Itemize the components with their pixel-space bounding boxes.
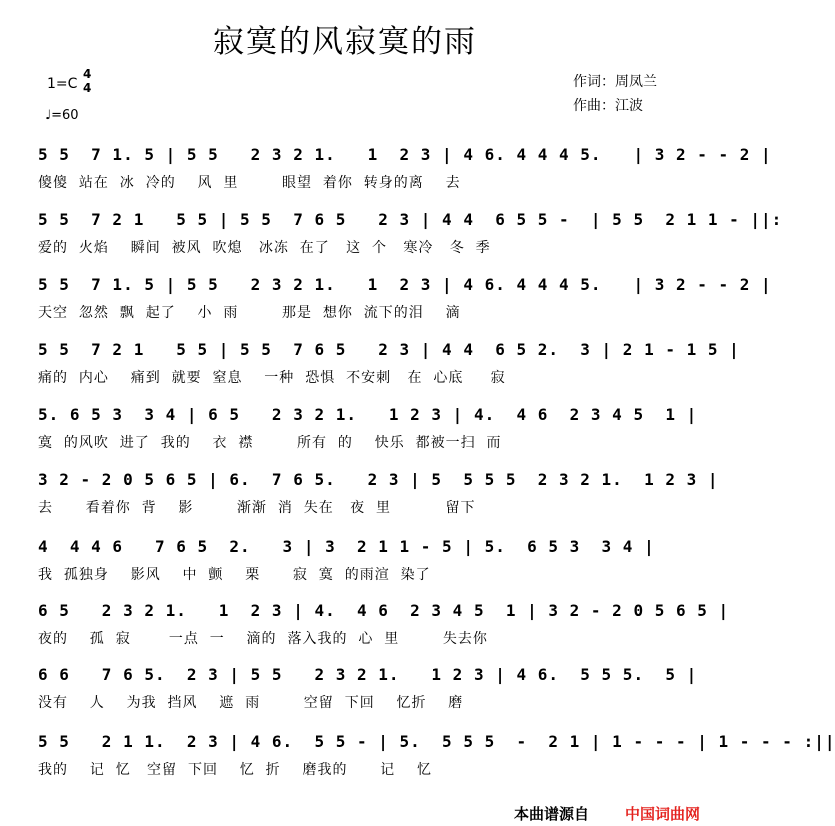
time-signature-bottom: 4 [83,81,92,95]
score-line [38,732,835,792]
lyric-line: 天空 忽然 飘 起了 小 雨 那是 想你 流下的泪 滴 [38,305,461,321]
lyric-line: 我 孤独身 影风 中 颤 栗 寂 寞 的雨渲 染了 [38,567,431,583]
notation-line: 5 5 7 2 1 5 5 | 5 5 7 6 5 2 3 | 4 4 6 5 5 - | 5 5 2 1 1 - ||: [38,210,783,229]
lyric-line: 爱的 火焰 瞬间 被风 吹熄 冰冻 在了 这 个 寒冷 冬 季 [38,240,491,256]
lyric-line: 夜的 孤 寂 一点 一 滴的 落入我的 心 里 失去你 [38,631,488,647]
notation-line: 4 4 4 6 7 6 5 2. 3 | 3 2 1 1 - 5 | 5. 6 5 3 3 4 | [38,537,655,556]
song-title: 寂寞的风寂寞的雨 [213,24,477,60]
score-line [38,145,772,205]
score-line [38,665,698,725]
time-signature-top: 4 [83,67,92,81]
notation-line: 6 6 7 6 5. 2 3 | 5 5 2 3 2 1. 1 2 3 | 4 6. 5 5 5. 5 | [38,665,698,684]
key-signature: 1=C [47,76,78,92]
credits [573,70,657,118]
source-label: 本曲谱源自 [514,805,590,823]
lyric-line: 寞 的风吹 进了 我的 衣 襟 所有 的 快乐 都被一扫 而 [38,435,502,451]
score-line [38,275,772,335]
score-line [38,537,688,597]
notation-line: 3 2 - 2 0 5 6 5 | 6. 7 6 5. 2 3 | 5 5 5 5 2 3 2 1. 1 2 3 | [38,470,719,489]
score-line [38,340,740,400]
composer-credit: 作曲：江波 [573,98,643,114]
score-line [38,470,719,530]
lyric-line: 痛的 内心 痛到 就要 窒息 一种 恐惧 不安刺 在 心底 寂 [38,370,506,386]
time-signature [83,67,91,95]
score-line [38,601,730,661]
tempo-marking: ♩=60 [45,108,79,123]
site-name[interactable]: 中国词曲网 [625,805,701,823]
notation-line: 5 5 7 2 1 5 5 | 5 5 7 6 5 2 3 | 4 4 6 5 2. 3 | 2 1 - 1 5 | [38,340,740,359]
lyric-line: 去 看着你 背 影 渐渐 消 失在 夜 里 留下 [38,500,476,516]
score-line [38,405,698,465]
lyric-line: 我的 记 忆 空留 下回 忆 折 磨我的 记 忆 [38,762,432,778]
score-line [38,210,783,270]
notation-line: 5 5 7 1. 5 | 5 5 2 3 2 1. 1 2 3 | 4 6. 4 4 4 5. | 3 2 - - 2 | [38,145,772,164]
notation-line: 6 5 2 3 2 1. 1 2 3 | 4. 4 6 2 3 4 5 1 | 3 2 - 2 0 5 6 5 | [38,601,730,620]
lyric-line: 傻傻 站在 冰 冷的 风 里 眼望 着你 转身的离 去 [38,175,461,191]
lyric-line: 没有 人 为我 挡风 遮 雨 空留 下回 忆折 磨 [38,695,464,711]
notation-line: 5. 6 5 3 3 4 | 6 5 2 3 2 1. 1 2 3 | 4. 4 6 2 3 4 5 1 | [38,405,698,424]
notation-line: 5 5 7 1. 5 | 5 5 2 3 2 1. 1 2 3 | 4 6. 4 4 4 5. | 3 2 - - 2 | [38,275,772,294]
notation-line: 5 5 2 1 1. 2 3 | 4 6. 5 5 - | 5. 5 5 5 - 2 1 | 1 - - - | 1 - - - :|| [38,732,835,751]
lyricist-credit: 作词：周凤兰 [573,74,657,90]
